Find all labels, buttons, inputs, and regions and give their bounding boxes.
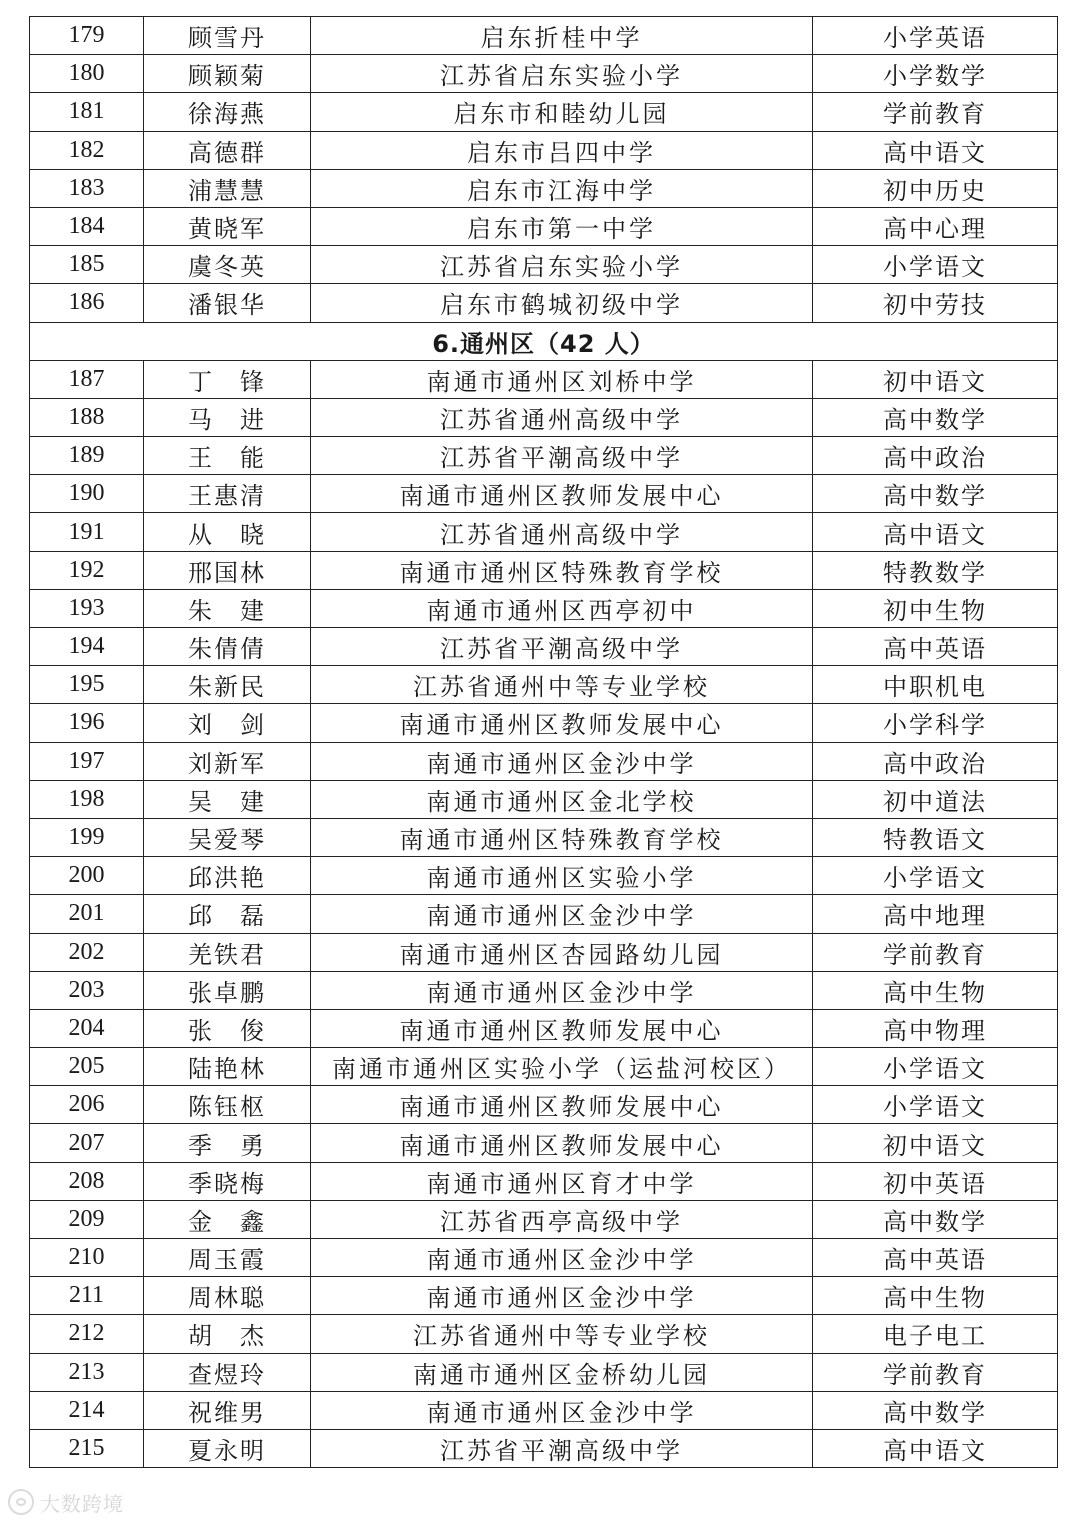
table-row	[30, 742, 1058, 780]
number-cell: 211	[30, 1277, 144, 1315]
table-row	[30, 207, 1058, 245]
school-cell: 启东折桂中学	[311, 17, 813, 55]
subject-cell: 高中数学	[813, 1200, 1058, 1238]
name-cell: 吴爱琴	[144, 818, 311, 856]
name-cell: 周林聪	[144, 1277, 311, 1315]
subject-cell: 初中道法	[813, 780, 1058, 818]
school-cell: 南通市通州区金沙中学	[311, 1391, 813, 1429]
number-cell: 190	[30, 475, 144, 513]
school-cell: 南通市通州区教师发展中心	[311, 475, 813, 513]
name-cell: 查煜玲	[144, 1353, 311, 1391]
subject-cell: 特教数学	[813, 551, 1058, 589]
subject-cell: 高中数学	[813, 1391, 1058, 1429]
school-cell: 南通市通州区金桥幼儿园	[311, 1353, 813, 1391]
number-cell: 195	[30, 666, 144, 704]
table-row	[30, 551, 1058, 589]
name-cell: 朱新民	[144, 666, 311, 704]
name-cell: 季 勇	[144, 1124, 311, 1162]
number-cell: 209	[30, 1200, 144, 1238]
name-cell: 朱倩倩	[144, 628, 311, 666]
school-cell: 南通市通州区特殊教育学校	[311, 551, 813, 589]
name-cell: 张 俊	[144, 1009, 311, 1047]
table-row	[30, 475, 1058, 513]
table-row	[30, 1200, 1058, 1238]
subject-cell: 小学语文	[813, 857, 1058, 895]
name-cell: 邢国林	[144, 551, 311, 589]
number-cell: 198	[30, 780, 144, 818]
section-title: 6.通州区（42 人）	[30, 322, 1058, 360]
number-cell: 189	[30, 437, 144, 475]
number-cell: 199	[30, 818, 144, 856]
subject-cell: 高中数学	[813, 398, 1058, 436]
number-cell: 192	[30, 551, 144, 589]
table-row	[30, 55, 1058, 93]
table-row	[30, 1277, 1058, 1315]
school-cell: 南通市通州区教师发展中心	[311, 1124, 813, 1162]
subject-cell: 高中生物	[813, 1277, 1058, 1315]
name-cell: 羌铁君	[144, 933, 311, 971]
school-cell: 江苏省通州高级中学	[311, 398, 813, 436]
number-cell: 183	[30, 169, 144, 207]
table-row	[30, 1086, 1058, 1124]
subject-cell: 学前教育	[813, 93, 1058, 131]
school-cell: 启东市和睦幼儿园	[311, 93, 813, 131]
number-cell: 206	[30, 1086, 144, 1124]
number-cell: 205	[30, 1048, 144, 1086]
subject-cell: 高中心理	[813, 207, 1058, 245]
number-cell: 208	[30, 1162, 144, 1200]
name-cell: 祝维男	[144, 1391, 311, 1429]
number-cell: 186	[30, 284, 144, 322]
school-cell: 江苏省通州中等专业学校	[311, 666, 813, 704]
table-row	[30, 589, 1058, 627]
school-cell: 江苏省启东实验小学	[311, 55, 813, 93]
name-cell: 吴 建	[144, 780, 311, 818]
name-cell: 马 进	[144, 398, 311, 436]
table-row	[30, 780, 1058, 818]
name-cell: 周玉霞	[144, 1239, 311, 1277]
table-row	[30, 246, 1058, 284]
table-row	[30, 1239, 1058, 1277]
table-row	[30, 1048, 1058, 1086]
school-cell: 江苏省平潮高级中学	[311, 628, 813, 666]
subject-cell: 初中生物	[813, 589, 1058, 627]
number-cell: 179	[30, 17, 144, 55]
subject-cell: 初中英语	[813, 1162, 1058, 1200]
table-row	[30, 895, 1058, 933]
subject-cell: 小学语文	[813, 1048, 1058, 1086]
subject-cell: 初中历史	[813, 169, 1058, 207]
school-cell: 启东市第一中学	[311, 207, 813, 245]
number-cell: 200	[30, 857, 144, 895]
roster-body-qidong	[30, 17, 1058, 323]
table-row	[30, 818, 1058, 856]
school-cell: 南通市通州区实验小学	[311, 857, 813, 895]
table-row	[30, 857, 1058, 895]
school-cell: 江苏省启东实验小学	[311, 246, 813, 284]
school-cell: 南通市通州区教师发展中心	[311, 1086, 813, 1124]
name-cell: 黄晓军	[144, 207, 311, 245]
table-row	[30, 131, 1058, 169]
subject-cell: 高中物理	[813, 1009, 1058, 1047]
name-cell: 丁 锋	[144, 360, 311, 398]
table-row	[30, 513, 1058, 551]
number-cell: 185	[30, 246, 144, 284]
number-cell: 213	[30, 1353, 144, 1391]
table-row	[30, 1429, 1058, 1467]
number-cell: 196	[30, 704, 144, 742]
school-cell: 南通市通州区教师发展中心	[311, 1009, 813, 1047]
name-cell: 季晓梅	[144, 1162, 311, 1200]
subject-cell: 高中数学	[813, 475, 1058, 513]
subject-cell: 电子电工	[813, 1315, 1058, 1353]
number-cell: 193	[30, 589, 144, 627]
subject-cell: 小学数学	[813, 55, 1058, 93]
school-cell: 南通市通州区金沙中学	[311, 1277, 813, 1315]
number-cell: 204	[30, 1009, 144, 1047]
subject-cell: 特教语文	[813, 818, 1058, 856]
number-cell: 197	[30, 742, 144, 780]
table-row	[30, 437, 1058, 475]
name-cell: 王惠清	[144, 475, 311, 513]
table-row	[30, 398, 1058, 436]
school-cell: 江苏省通州中等专业学校	[311, 1315, 813, 1353]
school-cell: 南通市通州区金沙中学	[311, 895, 813, 933]
school-cell: 南通市通州区实验小学（运盐河校区）	[311, 1048, 813, 1086]
teacher-roster-table	[29, 16, 1058, 1468]
school-cell: 南通市通州区金沙中学	[311, 971, 813, 1009]
school-cell: 南通市通州区金沙中学	[311, 1239, 813, 1277]
subject-cell: 高中地理	[813, 895, 1058, 933]
watermark-text: 大数跨境	[40, 1491, 124, 1516]
subject-cell: 初中语文	[813, 360, 1058, 398]
subject-cell: 小学英语	[813, 17, 1058, 55]
name-cell: 王 能	[144, 437, 311, 475]
subject-cell: 初中劳技	[813, 284, 1058, 322]
school-cell: 江苏省平潮高级中学	[311, 1429, 813, 1467]
table-row	[30, 93, 1058, 131]
table-row	[30, 1315, 1058, 1353]
table-row	[30, 17, 1058, 55]
subject-cell: 小学语文	[813, 1086, 1058, 1124]
number-cell: 214	[30, 1391, 144, 1429]
subject-cell: 小学语文	[813, 246, 1058, 284]
number-cell: 215	[30, 1429, 144, 1467]
number-cell: 181	[30, 93, 144, 131]
number-cell: 188	[30, 398, 144, 436]
table-row	[30, 666, 1058, 704]
number-cell: 207	[30, 1124, 144, 1162]
name-cell: 陈钰枢	[144, 1086, 311, 1124]
watermark	[8, 1487, 124, 1517]
name-cell: 朱 建	[144, 589, 311, 627]
table-row	[30, 1124, 1058, 1162]
number-cell: 203	[30, 971, 144, 1009]
number-cell: 180	[30, 55, 144, 93]
school-cell: 江苏省平潮高级中学	[311, 437, 813, 475]
school-cell: 启东市吕四中学	[311, 131, 813, 169]
name-cell: 陆艳林	[144, 1048, 311, 1086]
subject-cell: 高中英语	[813, 1239, 1058, 1277]
number-cell: 202	[30, 933, 144, 971]
subject-cell: 初中语文	[813, 1124, 1058, 1162]
table-row	[30, 360, 1058, 398]
subject-cell: 高中语文	[813, 131, 1058, 169]
subject-cell: 高中英语	[813, 628, 1058, 666]
name-cell: 金 鑫	[144, 1200, 311, 1238]
name-cell: 从 晓	[144, 513, 311, 551]
name-cell: 顾雪丹	[144, 17, 311, 55]
school-cell: 南通市通州区教师发展中心	[311, 704, 813, 742]
number-cell: 184	[30, 207, 144, 245]
table-row	[30, 1162, 1058, 1200]
table-row	[30, 284, 1058, 322]
school-cell: 南通市通州区育才中学	[311, 1162, 813, 1200]
school-cell: 南通市通州区金北学校	[311, 780, 813, 818]
school-cell: 南通市通州区特殊教育学校	[311, 818, 813, 856]
subject-cell: 高中政治	[813, 742, 1058, 780]
subject-cell: 高中政治	[813, 437, 1058, 475]
school-cell: 南通市通州区西亭初中	[311, 589, 813, 627]
subject-cell: 学前教育	[813, 1353, 1058, 1391]
name-cell: 邱 磊	[144, 895, 311, 933]
section-tongzhou	[30, 322, 1058, 360]
table-row	[30, 704, 1058, 742]
name-cell: 高德群	[144, 131, 311, 169]
subject-cell: 学前教育	[813, 933, 1058, 971]
school-cell: 南通市通州区杏园路幼儿园	[311, 933, 813, 971]
name-cell: 胡 杰	[144, 1315, 311, 1353]
table-row	[30, 971, 1058, 1009]
name-cell: 虞冬英	[144, 246, 311, 284]
number-cell: 210	[30, 1239, 144, 1277]
name-cell: 潘银华	[144, 284, 311, 322]
number-cell: 182	[30, 131, 144, 169]
subject-cell: 高中生物	[813, 971, 1058, 1009]
subject-cell: 小学科学	[813, 704, 1058, 742]
number-cell: 201	[30, 895, 144, 933]
subject-cell: 高中语文	[813, 1429, 1058, 1467]
school-cell: 南通市通州区金沙中学	[311, 742, 813, 780]
name-cell: 张卓鹏	[144, 971, 311, 1009]
name-cell: 刘 剑	[144, 704, 311, 742]
school-cell: 江苏省西亭高级中学	[311, 1200, 813, 1238]
name-cell: 刘新军	[144, 742, 311, 780]
table-row	[30, 933, 1058, 971]
logo-icon	[8, 1489, 34, 1515]
table-row	[30, 1009, 1058, 1047]
school-cell: 江苏省通州高级中学	[311, 513, 813, 551]
name-cell: 邱洪艳	[144, 857, 311, 895]
subject-cell: 中职机电	[813, 666, 1058, 704]
name-cell: 徐海燕	[144, 93, 311, 131]
table-row	[30, 628, 1058, 666]
roster-body-tongzhou	[30, 360, 1058, 1467]
school-cell: 南通市通州区刘桥中学	[311, 360, 813, 398]
number-cell: 191	[30, 513, 144, 551]
table-row	[30, 1391, 1058, 1429]
table-row	[30, 169, 1058, 207]
school-cell: 启东市鹤城初级中学	[311, 284, 813, 322]
subject-cell: 高中语文	[813, 513, 1058, 551]
name-cell: 浦慧慧	[144, 169, 311, 207]
number-cell: 187	[30, 360, 144, 398]
number-cell: 194	[30, 628, 144, 666]
number-cell: 212	[30, 1315, 144, 1353]
table-row	[30, 1353, 1058, 1391]
name-cell: 顾颖菊	[144, 55, 311, 93]
school-cell: 启东市江海中学	[311, 169, 813, 207]
name-cell: 夏永明	[144, 1429, 311, 1467]
section-header-row	[30, 322, 1058, 360]
